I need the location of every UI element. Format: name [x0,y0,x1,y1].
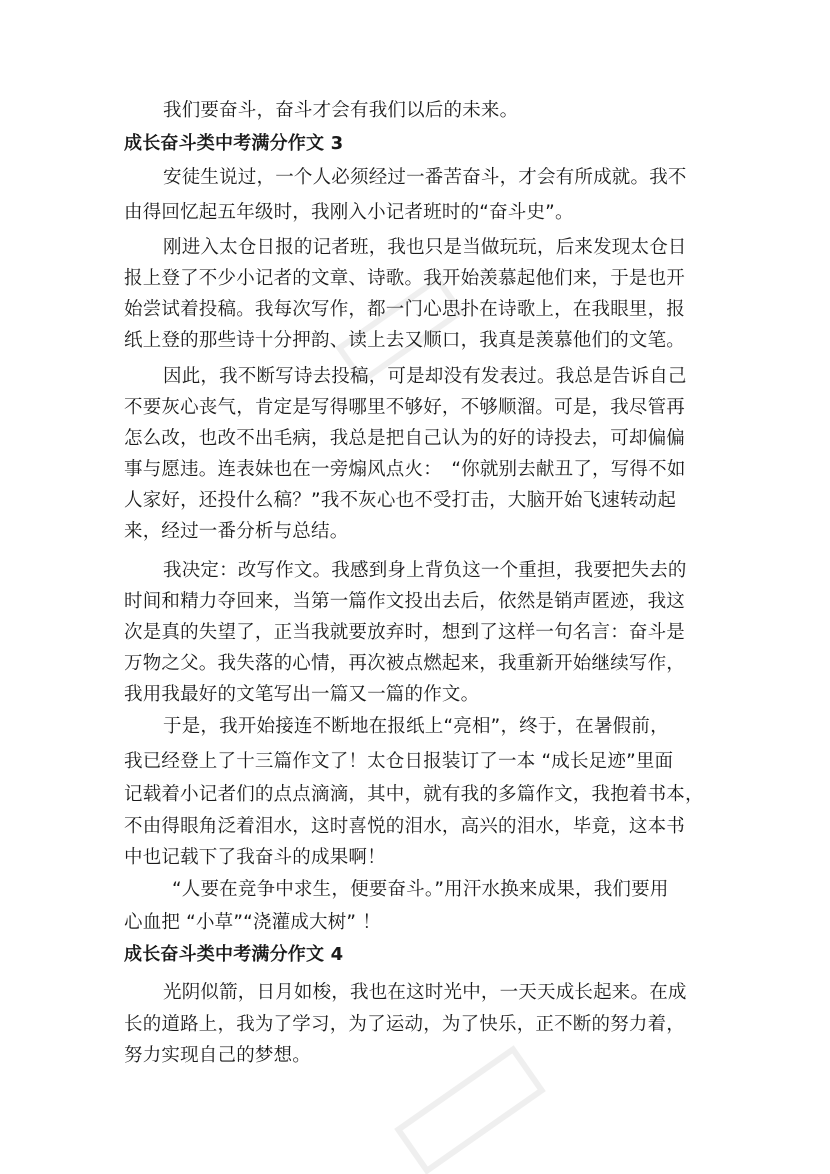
text-line: 人家好，还投什么稿？”我不灰心也不受打击，大脑开始飞速转动起 [124,490,677,511]
text-line: 我决定：改写作文。我感到身上背负这一个重担，我要把失去的 [163,560,687,581]
text-line: 报上登了不少小记者的文章、诗歌。我开始羡慕起他们来，于是也开 [124,268,686,289]
text-line: 始尝试着投稿。我每次写作，都一门心思扑在诗歌上，在我眼里，报 [124,299,686,320]
text-line: 纸上登的那些诗十分押韵、读上去又顺口，我真是羡慕他们的文笔。 [124,330,686,351]
text-line: 因此，我不断写诗去投稿，可是却没有发表过。我总是告诉自己 [163,366,687,387]
essay-heading: 成长奋斗类中考满分作文 4 [124,944,344,965]
essay-heading: 成长奋斗类中考满分作文 3 [124,133,344,154]
text-line: 我用我最好的文笔写出一篇又一篇的作文。 [124,684,480,705]
text-line: 长的道路上，我为了学习，为了运动，为了快乐，正不断的努力着， [124,1014,686,1035]
text-line: 时间和精力夺回来，当第一篇作文投出去后，依然是销声匿迹，我这 [124,591,686,612]
text-line: 我已经登上了十三篇作文了！太仓日报装订了一本 “成长足迹”里面 [124,751,674,772]
text-line: 刚进入太仓日报的记者班，我也只是当做玩玩，后来发现太仓日 [163,237,687,258]
text-line: 由得回忆起五年级时，我刚入小记者班时的“奋斗史”。 [124,202,574,223]
text-line: 不由得眼角泛着泪水，这时喜悦的泪水，高兴的泪水，毕竟，这本书 [124,816,686,837]
text-line: 次是真的失望了，正当我就要放弃时，想到了这样一句名言：奋斗是 [124,622,686,643]
text-line: 怎么改，也改不出毛病，我总是把自己认为的好的诗投去，可却偏偏 [124,428,686,449]
text-line: 光阴似箭，日月如梭，我也在这时光中，一天天成长起来。在成 [163,982,687,1003]
text-line: 中也记载下了我奋斗的成果啊！ [124,847,386,868]
text-line: 事与愿违。连表妹也在一旁煽风点火： “你就别去献丑了，写得不如 [124,459,686,480]
text-line: 于是，我开始接连不断地在报纸上“亮相”，终于，在暑假前， [163,716,669,737]
text-line: 来，经过一番分析与总结。 [124,521,349,542]
text-line: 万物之父。我失落的心情，再次被点燃起来，我重新开始继续写作， [124,653,686,674]
text-line: 努力实现自己的梦想。 [124,1045,312,1066]
text-line: “人要在竞争中求生，便要奋斗。”用汗水换来成果，我们要用 [172,879,669,900]
text-line: 心血把 “小草”“浇灌成大树” ！ [124,912,381,933]
text-line: 我们要奋斗，奋斗才会有我们以后的未来。 [163,100,519,121]
text-line: 安徒生说过，一个人必须经过一番苦奋斗，才会有所成就。我不 [163,167,687,188]
text-line: 记载着小记者们的点点滴滴，其中，就有我的多篇作文，我抱着书本， [124,784,704,805]
text-line: 不要灰心丧气，肯定是写得哪里不够好，不够顺溜。可是，我尽管再 [124,397,686,418]
